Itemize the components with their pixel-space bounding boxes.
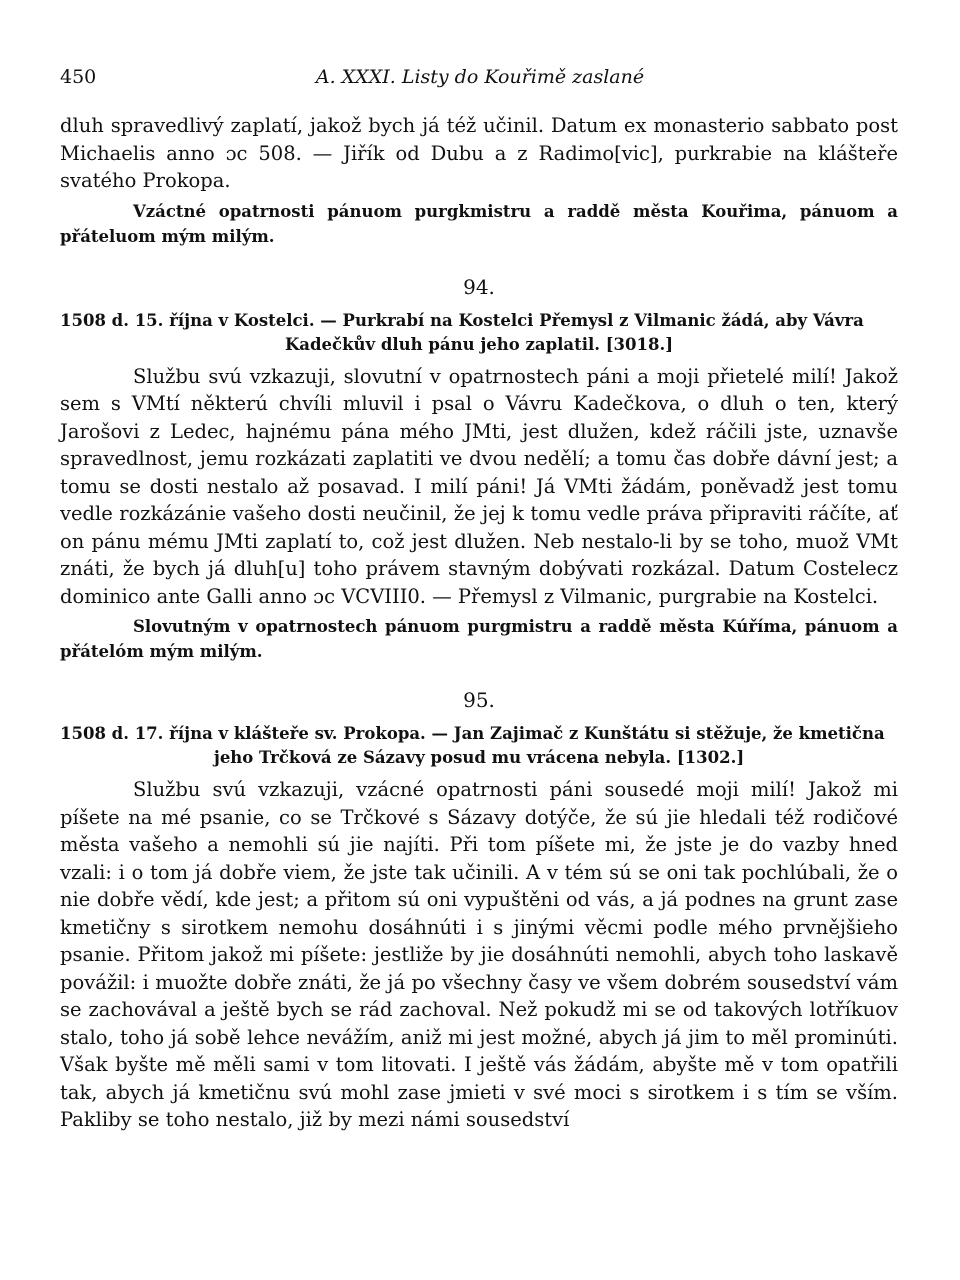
continued-letter-text: dluh spravedlivý zaplatí, jakož bych já též učinil. Datum ex monasterio sabbato post Michaelis anno ɔc 508. — Jiřík od Dubu a z Radimo[vic], purkrabie na klášteře svatého Prokopa.: [60, 114, 898, 192]
letter-text: Službu svú vzkazuji, vzácné opatrnosti páni sousedé moji milí! Jakož mi píšete na mé psanie, co se Trčkové s Sázavy dotýče, že sú jie hledali též rodičové města vašeho a nemohli sú jie najíti. Při tom píšete mi, že jste je do vazby hned vzali: i o tom já dobře viem, že jste tak učinili. A v tém sú se oni tak pochlúbali, že o nie dobře vědí, kde jest; a přitom sú oni vypuštěni od vás, a já podnes na grunt zase kmetičny s sirotkem nemohu dosáhnúti i s jinými věcmi podle mého prvnějšieho psanie. Přitom jakož mi píšete: jestliže by jie dosáhnúti nemohli, abych toho laskavě povážil: i muožte dobře znáti, že já po všechny časy ve všem dobrém sousedství vám se zachovával a ještě bych se rád zachoval. Než pokudž mi se od takových lotříkuov stalo, toho já sobě lehce nevážím, aniž mi jest možné, abych já jim to měl prominúti. Však byšte mě měli sami v tom litovati. I ještě vás žádám, abyšte mě v tom opatřili tak, abych já kmetičnu svú mohl zase jmieti v své moci s sirotkem i s tím se vším. Pakliby se toho nestalo, již by mezi námi sousedství: [60, 778, 898, 1131]
regest-line: 1508 d. 15. října v Kostelci. — Purkrabí na Kostelci Přemysl z Vilmanic žádá, aby Vávra: [60, 310, 864, 330]
running-title: A. XXXI. Listy do Kouřimě zaslané: [315, 66, 645, 88]
page-content: [60, 112, 898, 1134]
regest-line: 1508 d. 17. října v klášteře sv. Prokopa. — Jan Zajimač z Kunštátu si stěžuje, že kmetična: [60, 724, 885, 743]
document-regest: [60, 722, 898, 770]
regest-line: jeho Trčková ze Sázavy posud mu vrácena nebyla. [1302.]: [213, 748, 745, 767]
document-number: 94.: [463, 274, 495, 299]
letter-address: Vzáctné opatrnosti pánuom purgkmistru a raddě města Kouřima, pánuom a přáteluom mým milým.: [60, 201, 898, 246]
document-regest: [60, 309, 898, 357]
document-number: 95.: [463, 688, 495, 712]
letter-text: Službu svú vzkazuji, slovutní v opatrnostech páni a moji přietelé milí! Jakož sem s VMtí některú chvíli mluvil i psal o Vávru Kadečkova, o dluh o ten, který Jarošovi z Ledec, hajnému pána mého JMti, jest dlužen, kdež ráčili jste, uznavše spravedlnost, jemu rozkázati zaplatiti ve dvou nedělí; a tomu čas dobře dávní jest; a tomu se dosti nestalo až posavad. I milí páni! Já VMti žádám, poněvadž jest tomu vedle rozkázánie vašeho dosti neučinil, že jej k tomu vedle práva připraviti ráčíte, ať on pánu mému JMti zaplatí to, což jest dlužen. Neb nestalo-li by se toho, muož VMt znáti, že bych já dluh[u] toho právem stavným dobývati rozkázal. Datum Costelecz dominico ante Galli anno ɔc VCVIII0. — Přemysl z Vilmanic, purgrabie na Kostelci.: [60, 364, 898, 608]
page-header: [60, 66, 900, 90]
regest-line: Kadečkův dluh pánu jeho zaplatil. [3018.]: [284, 334, 674, 354]
page-number: 450: [60, 66, 97, 88]
letter-address: Slovutným v opatrnostech pánuom purgmistru a raddě města Kúříma, pánuom a přátelóm mým milým.: [60, 617, 898, 661]
